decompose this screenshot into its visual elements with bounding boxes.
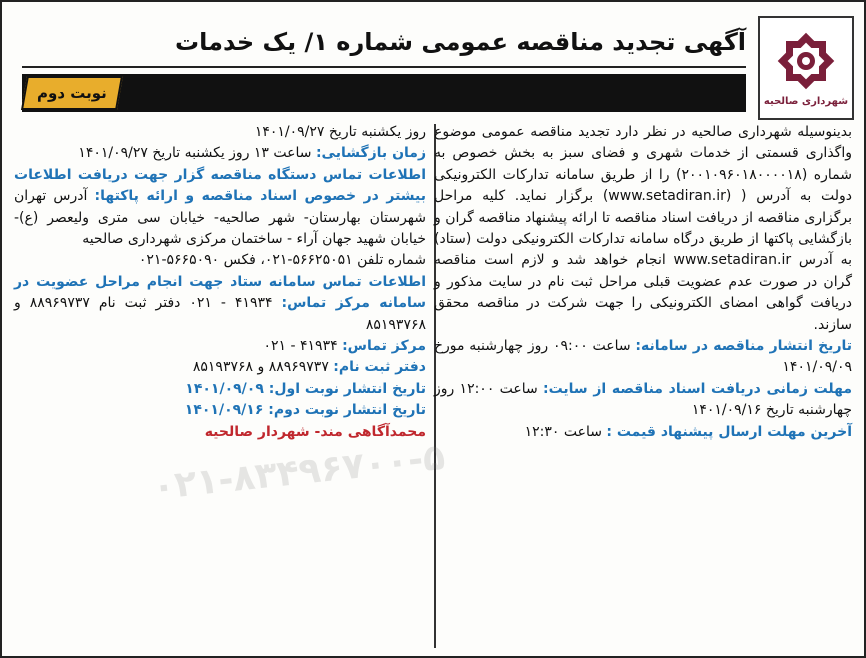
header-bar bbox=[22, 74, 746, 112]
round-badge bbox=[21, 76, 123, 110]
intro-paragraph: بدینوسیله شهرداری صالحیه در نظر دارد تجدید مناقصه عمومی موضوع واگذاری قسمتی از خدمات شهری و فضای سبز به بخش خصوص به شماره (۲۰۰۱۰۹۶۰۱۸۰۰۰۰۱۸) را از طریق سامانه تدارکات الکترونیکی دولت به آدرس ( (www.setadiran.ir) برگزار نماید. کلیه مراحل برگزاری مناقصه از دریافت اسناد مناقصه تا ارائه پیشنهاد مناقصه گران و بازگشایی پاکتها از طریق درگاه سامانه تدارکات الکترونیکی دولت (ستاد) به آدرس www.setadiran.ir انجام خواهد شد و لازم است مناقصه گران در صورت عدم عضویت قبلی مراحل ثبت نام در سایت مذکور و دریافت گواهی امضای الکترونیکی را جهت شرکت در مناقصه محقق سازند. bbox=[434, 124, 852, 333]
contact-address: آدرس تهران شهرستان بهارستان- شهر صالحیه- خیابان سی متری ولیعصر (ع)- خیابان شهید جهان آراء - ساختمان مرکزی شهرداری صالحیه bbox=[14, 188, 426, 248]
call-center-value: ۴۱۹۳۴ - ۰۲۱ bbox=[263, 338, 338, 355]
logo-caption: شهرداری صالحیه bbox=[763, 96, 849, 107]
signature: محمدآگاهی مند- شهردار صالحیه bbox=[204, 423, 426, 440]
call-center-label: مرکز تماس: bbox=[342, 338, 426, 355]
left-column bbox=[14, 122, 426, 650]
bid-deadline-continued: روز یکشنبه تاریخ ۱۴۰۱/۰۹/۲۷ bbox=[254, 124, 426, 140]
docs-deadline bbox=[434, 379, 852, 422]
registration-office-label: دفتر ثبت نام: bbox=[333, 359, 426, 376]
municipality-emblem-icon bbox=[774, 29, 838, 93]
publish-date-value: ساعت ۰۹:۰۰ روز چهارشنبه مورخ ۱۴۰۱/۰۹/۰۹ bbox=[434, 338, 852, 376]
notice-title: آگهی تجدید مناقصه عمومی شماره ۱/ یک خدمات bbox=[175, 28, 746, 56]
setad-contact-value: ۴۱۹۳۴ - ۰۲۱ دفتر ثبت نام ۸۸۹۶۹۷۳۷ و ۸۵۱۹۳۷۶۸ bbox=[14, 295, 426, 333]
setad-contact-label: اطلاعات تماس سامانه ستاد جهت انجام مراحل عضویت در سامانه مرکز تماس: bbox=[14, 273, 427, 312]
bid-deadline-value: ساعت ۱۲:۳۰ bbox=[524, 423, 602, 440]
publish-date-label: تاریخ انتشار مناقصه در سامانه: bbox=[635, 338, 853, 355]
right-column bbox=[434, 122, 852, 650]
publish-date bbox=[434, 336, 852, 379]
round-badge-label: نوبت دوم bbox=[37, 84, 107, 102]
title-divider bbox=[22, 66, 746, 68]
first-publish-date: تاریخ انتشار نوبت اول: ۱۴۰۱/۰۹/۰۹ bbox=[185, 380, 426, 397]
docs-deadline-value: ساعت ۱۲:۰۰ روز چهارشنبه تاریخ ۱۴۰۱/۰۹/۱۶ bbox=[434, 380, 852, 419]
opening-time-label: زمان بازگشایی: bbox=[315, 145, 426, 162]
contact-info-label: اطلاعات تماس دستگاه مناقصه گزار جهت دریافت اطلاعات بیشتر در خصوص اسناد مناقصه و ارائه پاکتها: bbox=[14, 166, 427, 205]
registration-office-value: ۸۸۹۶۹۷۳۷ و ۸۵۱۹۳۷۶۸ bbox=[192, 359, 329, 376]
bid-deadline bbox=[434, 422, 852, 443]
opening-time-value: ساعت ۱۳ روز یکشنبه تاریخ ۱۴۰۱/۰۹/۲۷ bbox=[78, 145, 312, 162]
municipality-logo bbox=[758, 16, 854, 120]
contact-info bbox=[14, 165, 426, 251]
registration-office bbox=[14, 357, 426, 378]
bid-deadline-label: آخرین مهلت ارسال پیشنهاد قیمت : bbox=[606, 423, 852, 440]
watermark: ۰۲۱-۸۳۴۹۶۷۰۰-۵ bbox=[150, 436, 447, 509]
setad-contact bbox=[14, 272, 426, 336]
call-center bbox=[14, 336, 426, 357]
contact-phone: شماره تلفن ۵۶۶۲۵۰۵۱-۰۲۱، فکس ۵۶۶۵۰۹۰-۰۲۱ bbox=[138, 252, 426, 269]
docs-deadline-label: مهلت زمانی دریافت اسناد مناقصه از سایت: bbox=[542, 380, 853, 397]
opening-time bbox=[14, 143, 426, 164]
second-publish-date: تاریخ انتشار نوبت دوم: ۱۴۰۱/۰۹/۱۶ bbox=[184, 402, 426, 419]
